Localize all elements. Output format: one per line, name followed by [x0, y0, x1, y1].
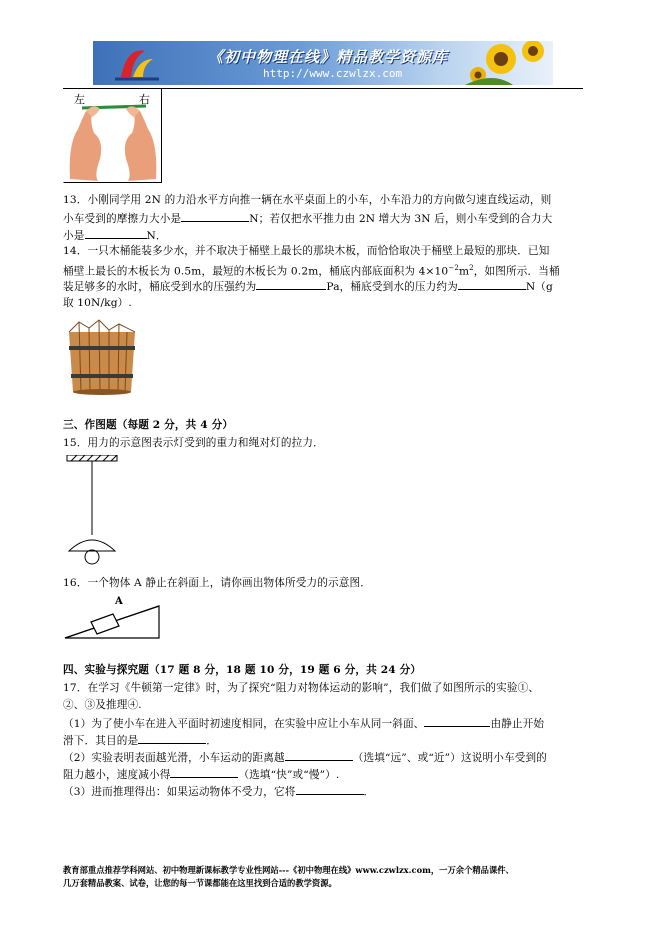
q14-text: 桶壁上最长的木板长为 0.5m，最短的木板长为 0.2m，桶底内部底面积为 4×10 [63, 265, 449, 278]
q16-text: 16．一个物体 A 静止在斜面上，请你画出物体所受力的示意图． [63, 577, 371, 589]
q17-line5 [63, 749, 547, 765]
footer-line2: 几万套精品教案、试卷，让您的每一节课都能在这里找到合适的教学资源。 [63, 878, 337, 888]
q14-text: Pa，桶底受到水的压力约为 [326, 281, 458, 293]
q13-text: N． [146, 230, 167, 242]
incline-block-icon [63, 592, 161, 642]
q17-blank-distance[interactable] [285, 749, 353, 761]
q14-line2 [63, 261, 560, 279]
q17-line3 [63, 715, 544, 731]
wooden-bucket-icon [63, 318, 141, 396]
q17-text: （3）进而推理得出：如果运动物体不受力，它将 [63, 786, 296, 798]
q13-text: 小车受到的摩擦力大小是 [63, 213, 182, 225]
q13-line3 [63, 227, 167, 243]
q17-blank-same-height[interactable] [424, 715, 490, 727]
q17-text: （1）为了使小车在进入平面时初速度相同，在实验中应让小车从同一斜面、 [63, 718, 425, 730]
q14-text: 装足够多的水时，桶底受到水的压强约为 [63, 281, 257, 293]
q17-text: （选填“远”、或“近”）这说明小车受到的 [352, 752, 547, 764]
q13-line2 [63, 210, 552, 226]
header-banner [93, 41, 553, 85]
q14-blank-force[interactable] [458, 278, 526, 290]
left-label: 左 [74, 93, 85, 106]
q13-line1: 13．小刚同学用 2N 的力沿水平方向推一辆在水平桌面上的小车，小车沿力的方向做匀速直线运动，则 [63, 194, 552, 206]
q13-blank-friction[interactable] [181, 210, 249, 222]
q17-text: 滑下．其目的是 [63, 735, 139, 747]
q14-exponent: −2 [448, 264, 459, 272]
q17-text: 阻力越小，速度减小得 [63, 769, 171, 781]
q14-exponent: 2 [469, 264, 474, 272]
section3-title: 三、作图题（每题 2 分，共 4 分） [63, 419, 234, 431]
q17-text: ． [206, 735, 217, 747]
hanging-lamp-icon [63, 455, 123, 570]
section4-title: 四、实验与探究题（17 题 8 分，18 题 10 分，19 题 6 分，共 24 分） [63, 664, 422, 676]
hands-figure [63, 89, 162, 183]
q13-text: N；若仅把水平推力由 2N 增大为 3N 后，则小车受到的合力大 [249, 213, 553, 225]
q17-text: （选填“快”或“慢”）. [238, 769, 340, 781]
q13-text: 小是 [63, 230, 85, 242]
q17-text: 由静止开始 [490, 718, 545, 730]
block-label: A [115, 596, 123, 607]
q14-line1: 14．一只木桶能装多少水，并不取决于桶壁上最长的那块木板，而恰恰取决于桶壁上最短的那块．已知 [63, 245, 550, 257]
banner-url: http://www.czwlzx.com [263, 67, 403, 80]
q14-text: ，如图所示．当桶 [473, 265, 560, 278]
footer-line1: 教育部重点推荐学科网站、初中物理新课标教学专业性网站---《初中物理在线》www.czwlzx.com，一万余个精品课件、 [63, 865, 514, 875]
q17-line1: 17．在学习《牛顿第一定律》时，为了探究“阻力对物体运动的影响”，我们做了如图所示的实验①、 [63, 682, 540, 694]
q17-blank-inference[interactable] [296, 783, 364, 795]
right-label: 右 [139, 93, 150, 106]
q17-line4 [63, 732, 217, 748]
q15-text: 15．用力的示意图表示灯受到的重力和绳对灯的拉力． [63, 437, 324, 449]
q17-line2: ②、③及推理④. [63, 699, 142, 711]
sunflower-icon [465, 41, 544, 85]
q13-blank-net-force[interactable] [85, 227, 147, 239]
q14-line3 [63, 278, 553, 294]
q17-blank-speed[interactable] [170, 766, 238, 778]
q17-line6 [63, 766, 339, 782]
logo-icon [115, 51, 159, 79]
q14-text: N（g [525, 281, 553, 293]
q17-blank-purpose[interactable] [138, 732, 206, 744]
q17-text: （2）实验表明表面越光滑，小车运动的距离越 [63, 752, 285, 764]
q14-blank-pressure[interactable] [256, 278, 326, 290]
q17-text: ． [363, 786, 375, 798]
banner-title: 《初中物理在线》精品教学资源库 [208, 48, 449, 66]
q17-line7 [63, 783, 374, 799]
q14-text: m [458, 265, 470, 278]
q14-line4: 取 10N/kg）. [63, 297, 132, 309]
